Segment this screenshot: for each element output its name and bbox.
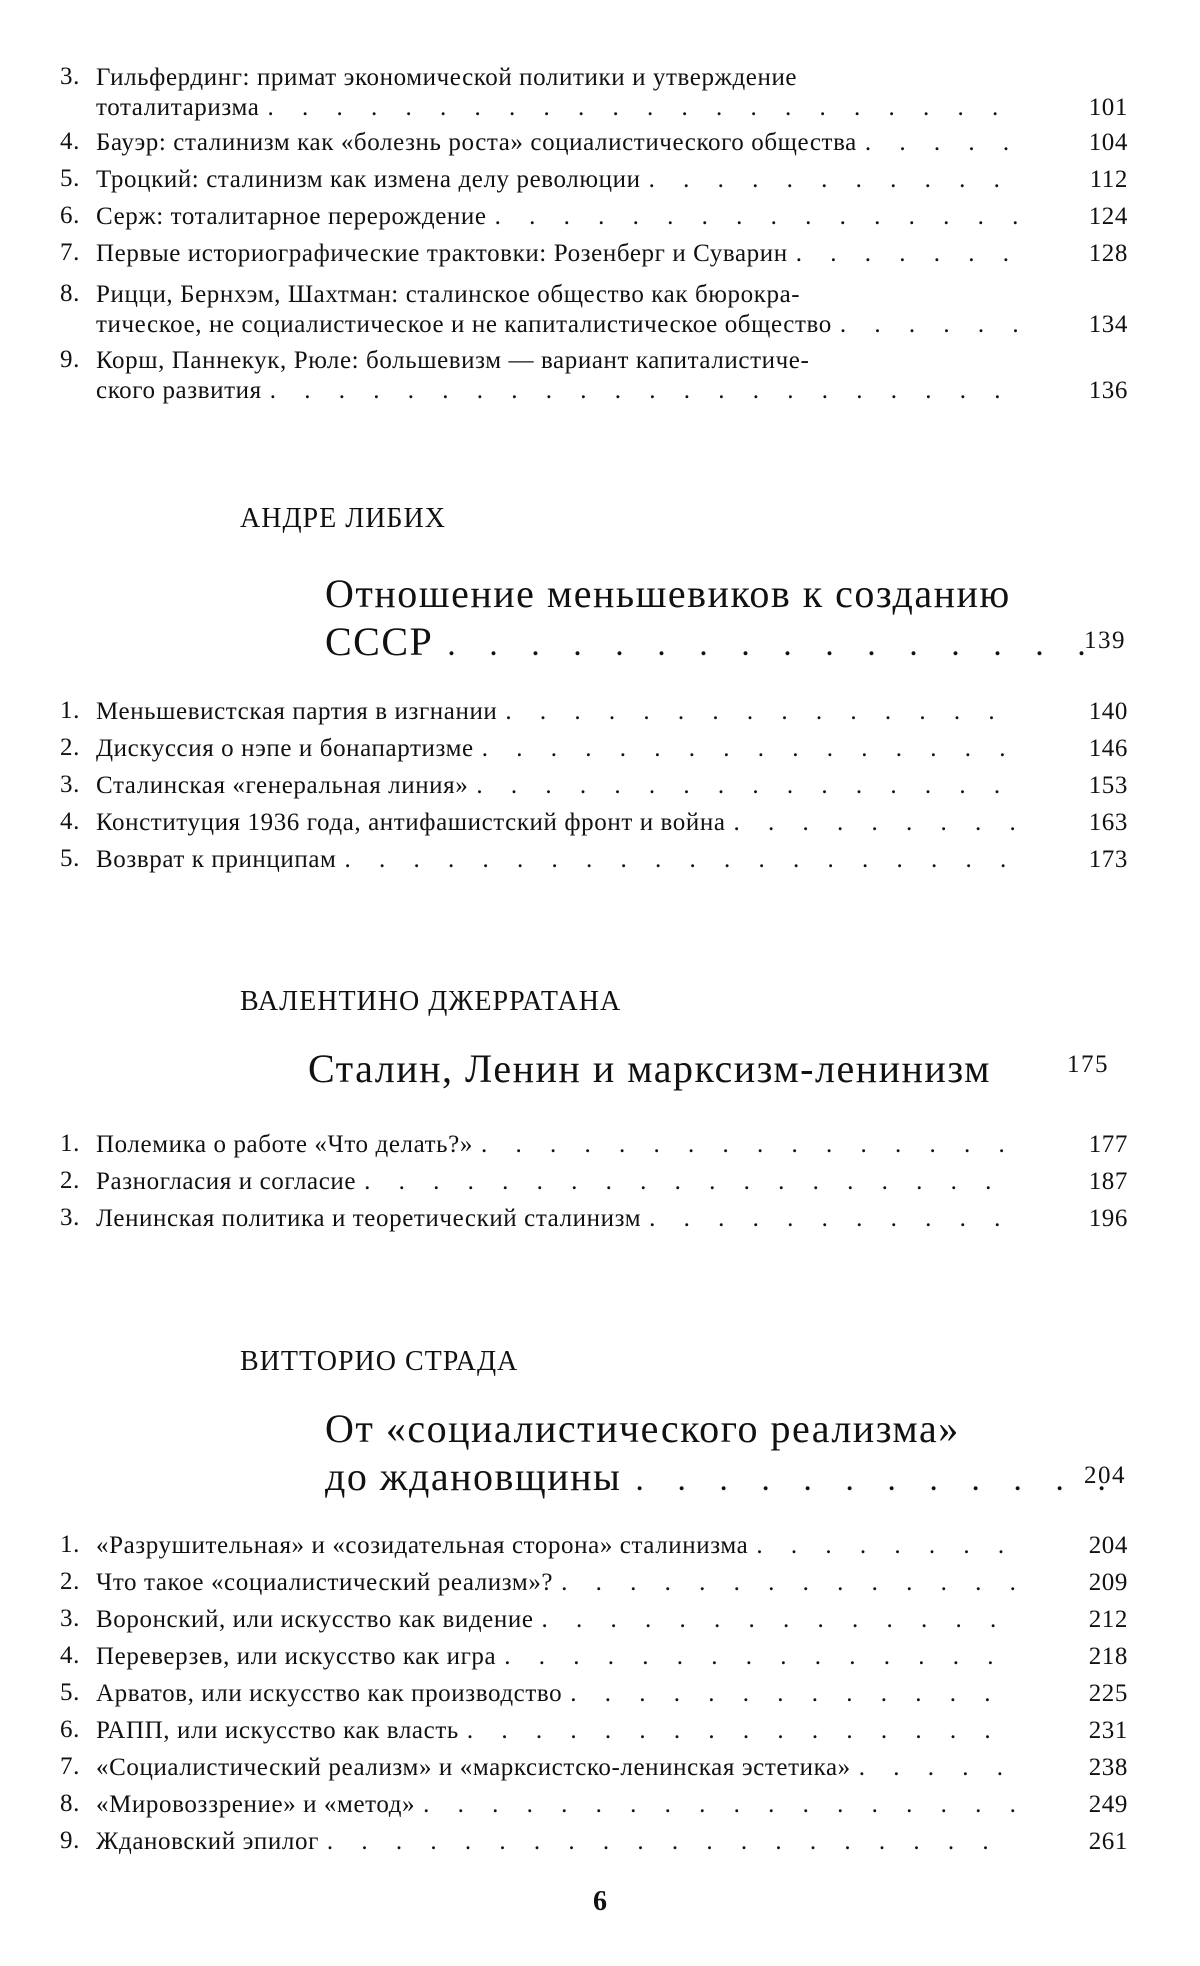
dot-leader — [364, 1167, 1018, 1197]
entry-page-number: 104 — [1088, 129, 1128, 156]
entry-page-number: 204 — [1088, 1532, 1128, 1559]
entry-text: Сталинская «генеральная линия» — [96, 772, 469, 799]
entry-line: Гильфердинг: примат экономической политики и утверждение — [96, 64, 798, 91]
entry-text: Возврат к принципам — [96, 846, 337, 873]
entry-text: Первые историографические трактовки: Розенберг и Суварин — [96, 240, 788, 267]
entry-page-number: 225 — [1088, 1680, 1128, 1707]
title-page-number: 139 — [1084, 627, 1126, 654]
entry-last-line — [96, 771, 1022, 801]
entry-last-line — [96, 165, 1022, 195]
entry-last-line — [96, 376, 1022, 406]
dot-leader — [840, 310, 1018, 340]
dot-leader — [649, 1204, 1018, 1234]
entry-last-line — [96, 1204, 1022, 1234]
entry-number: 9. — [60, 1827, 80, 1854]
toc-entry — [60, 771, 1140, 801]
toc-entry — [60, 734, 1140, 764]
author-name: ВАЛЕНТИНО ДЖЕРРАТАНА — [240, 986, 622, 1017]
entry-text: Троцкий: сталинизм как измена делу революции — [96, 166, 641, 193]
dot-leader — [561, 1568, 1018, 1598]
toc-entry — [60, 346, 1140, 406]
entry-number: 4. — [60, 808, 80, 835]
entry-title — [96, 346, 1022, 406]
toc-entry — [60, 1568, 1140, 1598]
entry-text: Что такое «социалистический реализм»? — [96, 1569, 554, 1596]
entry-page-number: 134 — [1088, 311, 1128, 338]
entry-last-line — [96, 1568, 1022, 1598]
entry-text: Арватов, или искусство как производство — [96, 1680, 563, 1707]
toc-entry — [60, 697, 1140, 727]
entry-title — [96, 1605, 1022, 1635]
entry-text: Конституция 1936 года, антифашистский фронт и война — [96, 809, 726, 836]
entry-number: 7. — [60, 1753, 80, 1780]
entry-page-number: 163 — [1088, 809, 1128, 836]
entry-text: Переверзев, или искусство как игра — [96, 1643, 497, 1670]
toc-entry — [60, 1605, 1140, 1635]
entry-text: Ленинская политика и теоретический сталинизм — [96, 1205, 642, 1232]
entry-number: 5. — [60, 845, 80, 872]
entry-page-number: 128 — [1088, 240, 1128, 267]
entry-title — [96, 1790, 1022, 1820]
dot-leader — [542, 1605, 1018, 1635]
dot-leader — [570, 1679, 1018, 1709]
title-last-line — [325, 618, 1140, 669]
entry-text: Серж: тоталитарное перерождение — [96, 203, 487, 230]
entry-title — [96, 128, 1022, 158]
entry-last-line — [96, 93, 1022, 123]
toc-entry — [60, 1716, 1140, 1746]
entry-number: 1. — [60, 697, 80, 724]
entry-title — [96, 1753, 1022, 1783]
entry-title — [96, 1716, 1022, 1746]
title-text: Сталин, Ленин и марксизм-ленинизм — [308, 1046, 991, 1091]
entry-page-number: 231 — [1088, 1717, 1128, 1744]
dot-leader — [504, 1642, 1018, 1672]
title-line: От «социалистического реализма» — [325, 1406, 960, 1451]
entry-number: 5. — [60, 1679, 80, 1706]
entry-page-number: 196 — [1088, 1205, 1128, 1232]
dot-leader — [481, 1130, 1018, 1160]
article-title — [325, 1405, 1140, 1504]
entry-number: 4. — [60, 1642, 80, 1669]
entry-line: Рицци, Бернхэм, Шахтман: сталинское общество как бюрокра- — [96, 281, 801, 308]
toc-entry — [60, 1642, 1140, 1672]
dot-leader — [756, 1531, 1018, 1561]
entry-last-line — [96, 1605, 1022, 1635]
dot-leader — [267, 93, 1018, 123]
dot-leader — [505, 697, 1018, 727]
entry-title — [96, 280, 1022, 340]
dot-leader — [482, 734, 1018, 764]
entry-title — [96, 1827, 1022, 1857]
dot-leader — [859, 1753, 1018, 1783]
toc-entry — [60, 1679, 1140, 1709]
entry-title — [96, 845, 1022, 875]
toc-entry — [60, 1827, 1140, 1857]
entry-title — [96, 771, 1022, 801]
entry-number: 6. — [60, 202, 80, 229]
entry-title — [96, 1204, 1022, 1234]
dot-leader — [635, 1453, 1110, 1504]
entry-page-number: 177 — [1088, 1131, 1128, 1158]
entry-last-line — [96, 1130, 1022, 1160]
toc-entry — [60, 239, 1140, 269]
toc-entry — [60, 165, 1140, 195]
entry-text: Бауэр: сталинизм как «болезнь роста» социалистического общества — [96, 129, 857, 156]
dot-leader — [327, 1827, 1018, 1857]
dot-leader — [447, 618, 1110, 669]
entry-last-line — [96, 202, 1022, 232]
entry-last-line — [96, 1531, 1022, 1561]
entry-number: 1. — [60, 1531, 80, 1558]
entry-title — [96, 1130, 1022, 1160]
entry-number: 3. — [60, 771, 80, 798]
entry-number: 8. — [60, 280, 80, 307]
entry-last-line — [96, 239, 1022, 269]
dot-leader — [865, 128, 1018, 158]
entry-page-number: 124 — [1088, 203, 1128, 230]
dot-leader — [796, 239, 1018, 269]
entry-text: Разногласия и согласие — [96, 1168, 357, 1195]
toc-entry — [60, 1167, 1140, 1197]
page-number: 6 — [593, 1886, 607, 1917]
entry-page-number: 212 — [1088, 1606, 1128, 1633]
toc-entry — [60, 1204, 1140, 1234]
author-name: АНДРЕ ЛИБИХ — [240, 503, 446, 534]
toc-entry — [60, 280, 1140, 340]
dot-leader — [423, 1790, 1018, 1820]
dot-leader — [495, 202, 1018, 232]
toc-entry — [60, 845, 1140, 875]
entry-page-number: 249 — [1088, 1791, 1128, 1818]
entry-title — [96, 1167, 1022, 1197]
entry-last-line — [96, 1642, 1022, 1672]
article-title — [308, 1045, 1123, 1093]
dot-leader — [344, 845, 1018, 875]
title-line: Отношение меньшевиков к созданию — [325, 571, 1011, 616]
entry-text: «Разрушительная» и «созидательная сторона» сталинизма — [96, 1532, 749, 1559]
entry-title — [96, 734, 1022, 764]
entry-number: 9. — [60, 346, 80, 373]
entry-text: тическое, не социалистическое и не капиталистическое общество — [96, 311, 832, 338]
entry-page-number: 112 — [1089, 166, 1128, 193]
entry-number: 3. — [60, 63, 80, 90]
entry-title — [96, 697, 1022, 727]
entry-page-number: 153 — [1088, 772, 1128, 799]
author-name: ВИТТОРИО СТРАДА — [240, 1346, 519, 1377]
entry-title — [96, 239, 1022, 269]
entry-page-number: 187 — [1088, 1168, 1128, 1195]
toc-entry — [60, 128, 1140, 158]
entry-line: Корш, Паннекук, Рюле: большевизм — вариант капиталистиче- — [96, 347, 810, 374]
toc-entry — [60, 808, 1140, 838]
entry-page-number: 146 — [1088, 735, 1128, 762]
entry-text: ского развития — [96, 377, 262, 404]
entry-text: Полемика о работе «Что делать?» — [96, 1131, 473, 1158]
entry-last-line — [96, 734, 1022, 764]
toc-entry — [60, 1790, 1140, 1820]
entry-last-line — [96, 1790, 1022, 1820]
entry-number: 8. — [60, 1790, 80, 1817]
entry-text: «Мировоззрение» и «метод» — [96, 1791, 416, 1818]
entry-last-line — [96, 697, 1022, 727]
entry-text: Воронский, или искусство как видение — [96, 1606, 534, 1633]
entry-number: 1. — [60, 1130, 80, 1157]
entry-title — [96, 202, 1022, 232]
entry-title — [96, 808, 1022, 838]
entry-page-number: 173 — [1088, 846, 1128, 873]
entry-last-line — [96, 1679, 1022, 1709]
entry-number: 2. — [60, 1568, 80, 1595]
entry-last-line — [96, 808, 1022, 838]
entry-number: 7. — [60, 239, 80, 266]
entry-text: «Социалистический реализм» и «марксистско-ленинская эстетика» — [96, 1754, 851, 1781]
entry-page-number: 261 — [1088, 1828, 1128, 1855]
entry-last-line — [96, 1753, 1022, 1783]
entry-number: 3. — [60, 1605, 80, 1632]
entry-last-line — [96, 128, 1022, 158]
toc-entry — [60, 1130, 1140, 1160]
entry-text: РАПП, или искусство как власть — [96, 1717, 459, 1744]
dot-leader — [649, 165, 1018, 195]
dot-leader — [270, 376, 1018, 406]
article-title — [325, 570, 1140, 669]
entry-page-number: 140 — [1088, 698, 1128, 725]
entry-page-number: 101 — [1088, 94, 1128, 121]
entry-text: Меньшевистская партия в изгнании — [96, 698, 498, 725]
entry-page-number: 136 — [1088, 377, 1128, 404]
toc-entry — [60, 1531, 1140, 1561]
entry-number: 4. — [60, 128, 80, 155]
entry-last-line — [96, 310, 1022, 340]
title-page-number: 204 — [1084, 1462, 1126, 1489]
entry-text: тоталитаризма — [96, 94, 260, 121]
entry-title — [96, 1568, 1022, 1598]
dot-leader — [734, 808, 1018, 838]
entry-page-number: 209 — [1088, 1569, 1128, 1596]
entry-title — [96, 1531, 1022, 1561]
entry-last-line — [96, 1167, 1022, 1197]
entry-last-line — [96, 1716, 1022, 1746]
entry-text: Дискуссия о нэпе и бонапартизме — [96, 735, 474, 762]
title-last-line — [308, 1045, 1123, 1093]
entry-title — [96, 1642, 1022, 1672]
entry-page-number: 218 — [1088, 1643, 1128, 1670]
entry-last-line — [96, 845, 1022, 875]
toc-entry — [60, 63, 1140, 123]
title-last-line — [325, 1453, 1140, 1504]
entry-number: 2. — [60, 1167, 80, 1194]
entry-last-line — [96, 1827, 1022, 1857]
entry-title — [96, 1679, 1022, 1709]
entry-text: Ждановский эпилог — [96, 1828, 319, 1855]
title-page-number: 175 — [1067, 1051, 1109, 1078]
dot-leader — [476, 771, 1018, 801]
entry-title — [96, 165, 1022, 195]
entry-number: 3. — [60, 1204, 80, 1231]
toc-entry — [60, 1753, 1140, 1783]
dot-leader — [467, 1716, 1018, 1746]
toc-entry — [60, 202, 1140, 232]
entry-number: 2. — [60, 734, 80, 761]
entry-title — [96, 63, 1022, 123]
entry-page-number: 238 — [1088, 1754, 1128, 1781]
entry-number: 6. — [60, 1716, 80, 1743]
title-text: СССР — [325, 619, 434, 664]
entry-number: 5. — [60, 165, 80, 192]
title-text: до ждановщины — [325, 1454, 622, 1499]
